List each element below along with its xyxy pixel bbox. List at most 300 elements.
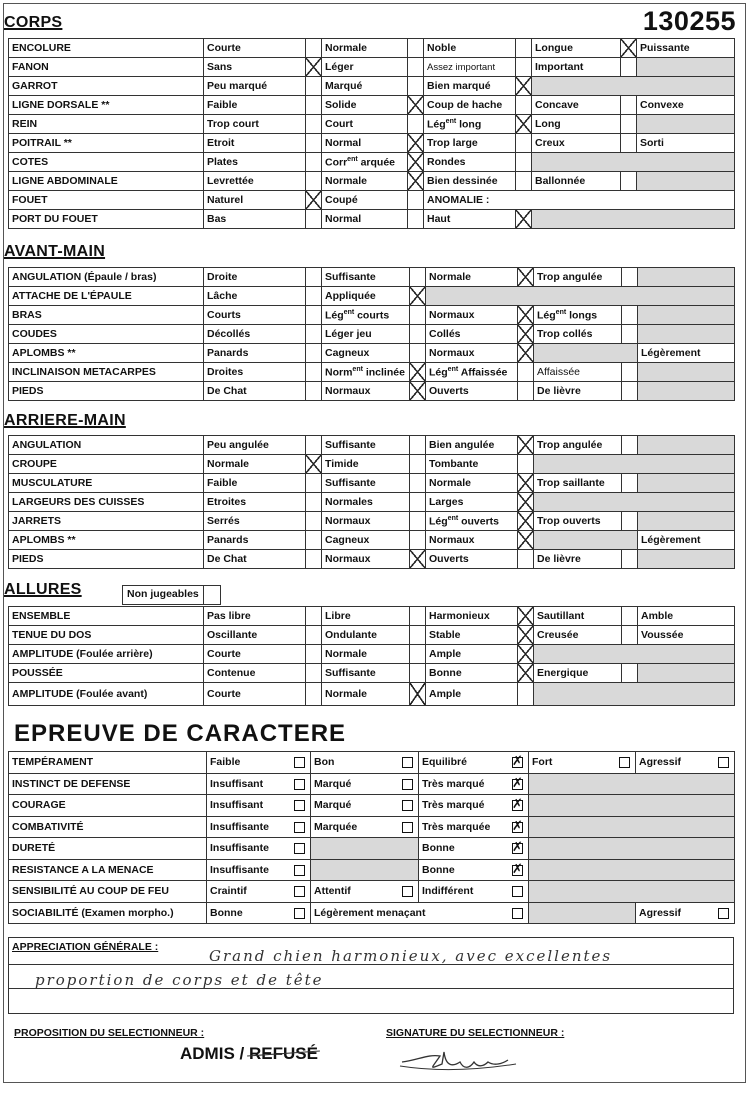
checkbox[interactable] (622, 325, 638, 344)
option-label: Normaux (426, 531, 518, 550)
row-label: CROUPE (9, 455, 204, 474)
table-row (9, 902, 735, 924)
shaded-cell (532, 153, 735, 172)
option-label: Normale (426, 268, 518, 287)
option-label: Lég$^{ent}$ long (424, 115, 516, 134)
checkbox-checked[interactable] (408, 96, 424, 115)
checkbox[interactable] (516, 172, 532, 191)
checkbox[interactable] (518, 550, 534, 569)
row-label: AMPLITUDE (Foulée arrière) (9, 645, 204, 664)
row-label: INCLINAISON METACARPES (9, 363, 204, 382)
shaded-cell (637, 115, 735, 134)
row-label: LIGNE ABDOMINALE (9, 172, 204, 191)
row-label: COMBATIVITÉ (9, 816, 207, 838)
row-label: SOCIABILITÉ (Examen morpho.) (9, 902, 207, 924)
section-title-avant-main: AVANT-MAIN (4, 243, 106, 260)
option-label: Court (322, 115, 408, 134)
checkbox[interactable] (294, 822, 305, 833)
checkbox-checked[interactable] (518, 664, 534, 683)
checkbox[interactable] (516, 96, 532, 115)
checkbox[interactable] (518, 382, 534, 401)
option-label: Faible (204, 474, 306, 493)
checkbox[interactable] (306, 287, 322, 306)
table-row (9, 493, 735, 512)
checkbox[interactable] (718, 908, 729, 919)
option-label: Trop large (424, 134, 516, 153)
appreciation-label: APPRECIATION GÉNÉRALE : (12, 941, 159, 953)
checkbox[interactable] (306, 96, 322, 115)
option-label: Légèrement (638, 531, 735, 550)
checkbox[interactable] (622, 626, 638, 645)
option-label: De lièvre (534, 550, 622, 569)
checkbox-checked[interactable] (518, 531, 534, 550)
option-label: Tombante (426, 455, 518, 474)
option-label: Bien marqué (424, 77, 516, 96)
appreciation-box[interactable] (8, 937, 734, 1014)
option-cell: Agressif (636, 752, 735, 774)
shaded-cell (534, 455, 735, 474)
shaded-cell (529, 902, 636, 924)
checkbox[interactable] (621, 134, 637, 153)
admis-option[interactable]: ADMIS / (180, 1044, 249, 1063)
row-label: SENSIBILITÉ AU COUP DE FEU (9, 881, 207, 903)
checkbox[interactable] (306, 531, 322, 550)
checkbox[interactable] (516, 134, 532, 153)
checkbox[interactable] (512, 908, 523, 919)
option-label: Courts (204, 306, 306, 325)
option-label: Normaux (322, 512, 410, 531)
checkbox[interactable] (622, 382, 638, 401)
checkbox[interactable] (410, 531, 426, 550)
row-label: MUSCULATURE (9, 474, 204, 493)
non-jugeables-option (122, 585, 221, 605)
checkbox[interactable] (306, 39, 322, 58)
checkbox-checked[interactable] (410, 287, 426, 306)
checkbox[interactable] (306, 210, 322, 229)
checkbox[interactable] (410, 268, 426, 287)
option-label: Droites (204, 363, 306, 382)
checkbox[interactable] (622, 268, 638, 287)
checkbox[interactable] (306, 493, 322, 512)
option-label: Normale (322, 645, 410, 664)
option-label: Cagneux (322, 531, 410, 550)
table-row (9, 382, 735, 401)
row-label: REIN (9, 115, 204, 134)
row-label: RESISTANCE A LA MENACE (9, 859, 207, 881)
row-label: POITRAIL ** (9, 134, 204, 153)
checkbox[interactable] (294, 886, 305, 897)
shaded-cell (638, 436, 735, 455)
shaded-cell (529, 773, 735, 795)
checkbox-checked[interactable] (518, 268, 534, 287)
anomaly-field[interactable]: ANOMALIE : (424, 191, 735, 210)
checkbox-checked[interactable] (512, 779, 523, 790)
checkbox[interactable] (410, 436, 426, 455)
checkbox-checked[interactable] (516, 210, 532, 229)
option-cell: Légèrement menaçant (311, 902, 529, 924)
option-label: Concave (532, 96, 621, 115)
option-label: Peu angulée (204, 436, 306, 455)
checkbox[interactable] (408, 115, 424, 134)
checkbox[interactable] (512, 886, 523, 897)
checkbox-checked[interactable] (518, 436, 534, 455)
table-row (9, 134, 735, 153)
table-row (9, 645, 735, 664)
option-cell: Insuffisant (207, 795, 311, 817)
checkbox[interactable] (306, 172, 322, 191)
checkbox[interactable] (294, 843, 305, 854)
checkbox[interactable] (516, 153, 532, 172)
table-row (9, 39, 735, 58)
table-row (9, 773, 735, 795)
caractere-table (8, 751, 735, 924)
checkbox-checked[interactable] (410, 363, 426, 382)
checkbox[interactable] (306, 382, 322, 401)
checkbox[interactable] (402, 757, 413, 768)
checkbox[interactable] (294, 908, 305, 919)
row-label: LARGEURS DES CUISSES (9, 493, 204, 512)
option-label: Trop angulée (534, 268, 622, 287)
non-jugeables-checkbox[interactable] (204, 586, 220, 604)
option-label: Droite (204, 268, 306, 287)
option-label: Timide (322, 455, 410, 474)
checkbox-checked[interactable] (516, 115, 532, 134)
checkbox[interactable] (306, 268, 322, 287)
checkbox[interactable] (516, 39, 532, 58)
checkbox[interactable] (306, 645, 322, 664)
checkbox[interactable] (306, 153, 322, 172)
option-label: Normales (322, 493, 410, 512)
checkbox[interactable] (306, 344, 322, 363)
corps-table (8, 38, 735, 229)
row-label: COTES (9, 153, 204, 172)
section-title-caractere: EPREUVE DE CARACTERE (14, 720, 347, 747)
option-label: Noble (424, 39, 516, 58)
option-label: Courte (204, 645, 306, 664)
option-label: Bien dessinée (424, 172, 516, 191)
checkbox[interactable] (622, 306, 638, 325)
checkbox-checked[interactable] (518, 474, 534, 493)
checkbox[interactable] (410, 607, 426, 626)
option-label: Appliquée (322, 287, 410, 306)
checkbox[interactable] (306, 474, 322, 493)
row-label: BRAS (9, 306, 204, 325)
checkbox-checked[interactable] (518, 626, 534, 645)
checkbox-checked[interactable] (516, 77, 532, 96)
row-label: ENCOLURE (9, 39, 204, 58)
checkbox-checked[interactable] (306, 191, 322, 210)
checkbox[interactable] (306, 512, 322, 531)
checkbox[interactable] (402, 822, 413, 833)
option-label: Collés (426, 325, 518, 344)
option-label: Assez important (424, 58, 516, 77)
checkbox[interactable] (306, 306, 322, 325)
handwritten-signature (398, 1040, 528, 1081)
option-label: Levrettée (204, 172, 306, 191)
table-row (9, 859, 735, 881)
signature-label: SIGNATURE DU SELECTIONNEUR : (386, 1027, 565, 1039)
checkbox[interactable] (402, 779, 413, 790)
option-label: Solide (322, 96, 408, 115)
option-label: Cagneux (322, 344, 410, 363)
option-label: Bas (204, 210, 306, 229)
checkbox[interactable] (410, 512, 426, 531)
option-label: Naturel (204, 191, 306, 210)
shaded-cell (532, 210, 735, 229)
checkbox-checked[interactable] (518, 325, 534, 344)
checkbox-checked[interactable] (306, 455, 322, 474)
table-row (9, 268, 735, 287)
row-label: GARROT (9, 77, 204, 96)
option-label: Suffisante (322, 436, 410, 455)
checkbox[interactable] (294, 757, 305, 768)
option-label: Rondes (424, 153, 516, 172)
checkbox[interactable] (516, 58, 532, 77)
table-row (9, 77, 735, 96)
shaded-cell (534, 531, 638, 550)
option-cell: Attentif (311, 881, 419, 903)
table-row (9, 607, 735, 626)
checkbox[interactable] (402, 886, 413, 897)
checkbox[interactable] (621, 172, 637, 191)
checkbox-checked[interactable] (518, 607, 534, 626)
option-label: Normale (322, 39, 408, 58)
checkbox[interactable] (619, 757, 630, 768)
shaded-cell (529, 795, 735, 817)
checkbox-checked[interactable] (410, 683, 426, 706)
option-label: Pas libre (204, 607, 306, 626)
checkbox[interactable] (408, 58, 424, 77)
checkbox[interactable] (622, 363, 638, 382)
checkbox-checked[interactable] (408, 172, 424, 191)
table-row (9, 436, 735, 455)
checkbox[interactable] (306, 683, 322, 706)
checkbox[interactable] (294, 865, 305, 876)
option-label: Contenue (204, 664, 306, 683)
row-label: AMPLITUDE (Foulée avant) (9, 683, 204, 706)
option-label: Etroites (204, 493, 306, 512)
checkbox[interactable] (410, 306, 426, 325)
table-row (9, 325, 735, 344)
option-label: Voussée (638, 626, 735, 645)
checkbox[interactable] (410, 474, 426, 493)
option-label: Ballonnée (532, 172, 621, 191)
checkbox[interactable] (518, 683, 534, 706)
shaded-cell (637, 172, 735, 191)
option-label: Sautillant (534, 607, 622, 626)
checkbox[interactable] (622, 512, 638, 531)
shaded-cell (534, 493, 735, 512)
option-label: Amble (638, 607, 735, 626)
checkbox[interactable] (622, 664, 638, 683)
option-label: Lég$^{ent}$ courts (322, 306, 410, 325)
option-label: Trop angulée (534, 436, 622, 455)
proposition-label: PROPOSITION DU SELECTIONNEUR : (14, 1027, 205, 1039)
checkbox[interactable] (410, 626, 426, 645)
row-label: INSTINCT DE DEFENSE (9, 773, 207, 795)
section-title-allures: ALLURES (4, 581, 82, 598)
option-label: Marqué (322, 77, 408, 96)
option-cell: Très marquée ✗ (419, 816, 529, 838)
checkbox-checked[interactable] (306, 58, 322, 77)
row-label: ENSEMBLE (9, 607, 204, 626)
option-cell: Bonne ✗ (419, 859, 529, 881)
option-label: Ouverts (426, 550, 518, 569)
option-label: Lâche (204, 287, 306, 306)
table-row (9, 172, 735, 191)
option-cell: Marqué (311, 795, 419, 817)
shaded-cell (534, 645, 735, 664)
checkbox[interactable] (306, 626, 322, 645)
row-label: POUSSÉE (9, 664, 204, 683)
table-row (9, 816, 735, 838)
checkbox[interactable] (621, 96, 637, 115)
option-label: Bien angulée (426, 436, 518, 455)
table-row (9, 191, 735, 210)
option-label: Ample (426, 645, 518, 664)
checkbox-checked[interactable] (408, 153, 424, 172)
handwritten-comment-line-2: proportion de corps et de tête (35, 971, 324, 989)
option-label: Sorti (637, 134, 735, 153)
option-label: Normale (426, 474, 518, 493)
table-row (9, 683, 735, 706)
option-label: Larges (426, 493, 518, 512)
checkbox[interactable] (410, 664, 426, 683)
checkbox-checked[interactable] (518, 645, 534, 664)
checkbox-checked[interactable] (518, 493, 534, 512)
table-row (9, 550, 735, 569)
checkbox[interactable] (306, 363, 322, 382)
table-row (9, 664, 735, 683)
option-label: Normale (204, 455, 306, 474)
checkbox[interactable] (306, 607, 322, 626)
row-label: TEMPÉRAMENT (9, 752, 207, 774)
option-label: Plates (204, 153, 306, 172)
checkbox[interactable] (306, 134, 322, 153)
checkbox[interactable] (408, 39, 424, 58)
option-label: Long (532, 115, 621, 134)
checkbox[interactable] (622, 474, 638, 493)
table-row (9, 512, 735, 531)
table-row (9, 531, 735, 550)
row-label: APLOMBS ** (9, 531, 204, 550)
option-label: Stable (426, 626, 518, 645)
option-label: Lég$^{ent}$ Affaissée (426, 363, 518, 382)
checkbox[interactable] (294, 779, 305, 790)
option-label: Faible (204, 96, 306, 115)
option-label: Trop saillante (534, 474, 622, 493)
checkbox[interactable] (306, 325, 322, 344)
checkbox-checked[interactable] (512, 800, 523, 811)
table-row (9, 210, 735, 229)
checkbox-checked[interactable] (410, 382, 426, 401)
shaded-cell (638, 512, 735, 531)
table-row (9, 455, 735, 474)
handwritten-comment-line-1: Grand chien harmonieux, avec excellentes (209, 947, 613, 965)
option-label: Léger (322, 58, 408, 77)
checkbox[interactable] (408, 191, 424, 210)
checkbox-checked[interactable] (512, 822, 523, 833)
checkbox[interactable] (410, 645, 426, 664)
checkbox[interactable] (402, 800, 413, 811)
option-label: Creusée (534, 626, 622, 645)
checkbox[interactable] (408, 210, 424, 229)
shaded-cell (311, 838, 419, 860)
option-label: Bonne (426, 664, 518, 683)
checkbox[interactable] (306, 77, 322, 96)
checkbox[interactable] (622, 550, 638, 569)
option-label: Puissante (637, 39, 735, 58)
section-title-corps: CORPS (4, 14, 63, 31)
checkbox[interactable] (622, 607, 638, 626)
checkbox-checked[interactable] (410, 550, 426, 569)
checkbox[interactable] (306, 664, 322, 683)
shaded-cell (426, 287, 735, 306)
checkbox-checked[interactable] (512, 843, 523, 854)
row-label: COUDES (9, 325, 204, 344)
checkbox[interactable] (306, 115, 322, 134)
option-label: Lég$^{ent}$ longs (534, 306, 622, 325)
checkbox-checked[interactable] (518, 306, 534, 325)
checkbox-checked[interactable] (518, 344, 534, 363)
option-label: Suffisante (322, 268, 410, 287)
option-label: Normaux (426, 306, 518, 325)
checkbox[interactable] (718, 757, 729, 768)
checkbox-checked[interactable] (621, 39, 637, 58)
checkbox-checked[interactable] (518, 512, 534, 531)
option-label: Oscillante (204, 626, 306, 645)
option-label: Normale (322, 683, 410, 706)
checkbox-checked[interactable] (408, 134, 424, 153)
checkbox[interactable] (518, 455, 534, 474)
checkbox-checked[interactable] (512, 865, 523, 876)
checkbox[interactable] (410, 455, 426, 474)
checkbox[interactable] (306, 436, 322, 455)
checkbox[interactable] (622, 436, 638, 455)
checkbox[interactable] (621, 58, 637, 77)
checkbox[interactable] (621, 115, 637, 134)
row-label: APLOMBS ** (9, 344, 204, 363)
option-label: Lég$^{ent}$ ouverts (426, 512, 518, 531)
option-label: Corr$^{ent}$ arquée (322, 153, 408, 172)
option-cell: Insuffisante (207, 859, 311, 881)
allures-table (8, 606, 735, 706)
checkbox[interactable] (410, 344, 426, 363)
checkbox[interactable] (410, 493, 426, 512)
option-label: Trop ouverts (534, 512, 622, 531)
checkbox[interactable] (410, 325, 426, 344)
checkbox[interactable] (518, 363, 534, 382)
option-label: Normal (322, 210, 408, 229)
option-label: Panards (204, 344, 306, 363)
shaded-cell (529, 816, 735, 838)
avant-main-table (8, 267, 735, 401)
shaded-cell (638, 664, 735, 683)
shaded-cell (638, 306, 735, 325)
refuse-option-struck[interactable]: REFUSÉ (248, 1044, 318, 1063)
decision (180, 1044, 318, 1064)
row-label: ATTACHE DE L'ÉPAULE (9, 287, 204, 306)
option-label: Suffisante (322, 474, 410, 493)
checkbox-checked[interactable] (512, 757, 523, 768)
non-jugeables-label: Non jugeables (123, 586, 204, 604)
checkbox[interactable] (294, 800, 305, 811)
checkbox[interactable] (408, 77, 424, 96)
option-cell: Insuffisant (207, 773, 311, 795)
option-label: Harmonieux (426, 607, 518, 626)
checkbox[interactable] (306, 550, 322, 569)
shaded-cell (532, 77, 735, 96)
